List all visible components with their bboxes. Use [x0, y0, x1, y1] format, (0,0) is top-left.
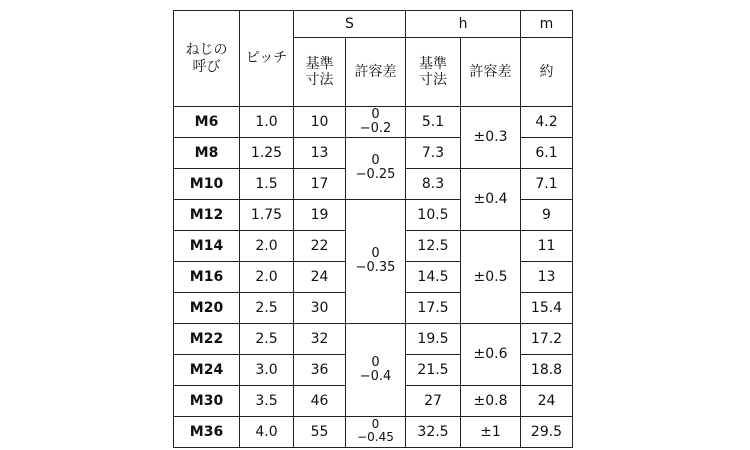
header-s: S	[294, 11, 406, 38]
s-cell: 24	[294, 262, 346, 293]
pitch-cell: 1.25	[240, 138, 294, 169]
s-cell: 13	[294, 138, 346, 169]
h-cell: 17.5	[406, 293, 461, 324]
table-row	[174, 417, 573, 448]
h-cell: 12.5	[406, 231, 461, 262]
header-h: h	[406, 11, 521, 38]
h-tolerance-cell: ±0.5	[461, 231, 521, 324]
h-cell: 7.3	[406, 138, 461, 169]
h-cell: 5.1	[406, 107, 461, 138]
thread-name-cell: M22	[174, 324, 240, 355]
m-cell: 24	[521, 386, 573, 417]
h-tolerance-cell: ±0.8	[461, 386, 521, 417]
s-cell: 22	[294, 231, 346, 262]
thread-name-cell: M30	[174, 386, 240, 417]
header-s-standard: 基準 寸法	[294, 38, 346, 107]
pitch-cell: 1.75	[240, 200, 294, 231]
h-cell: 14.5	[406, 262, 461, 293]
m-cell: 6.1	[521, 138, 573, 169]
s-tolerance-cell: 0 −0.4	[346, 324, 406, 417]
h-cell: 19.5	[406, 324, 461, 355]
header-m-approx: 約	[521, 38, 573, 107]
h-cell: 32.5	[406, 417, 461, 448]
s-tolerance-cell: 0 −0.2	[346, 107, 406, 138]
header-h-tolerance: 許容差	[461, 38, 521, 107]
s-cell: 46	[294, 386, 346, 417]
s-cell: 32	[294, 324, 346, 355]
s-cell: 19	[294, 200, 346, 231]
header-thread-name: ねじの 呼び	[174, 11, 240, 107]
s-cell: 10	[294, 107, 346, 138]
thread-name-cell: M12	[174, 200, 240, 231]
pitch-cell: 2.5	[240, 293, 294, 324]
h-cell: 27	[406, 386, 461, 417]
pitch-cell: 3.5	[240, 386, 294, 417]
m-cell: 17.2	[521, 324, 573, 355]
thread-name-cell: M16	[174, 262, 240, 293]
s-tolerance-cell: 0 −0.45	[346, 417, 406, 448]
m-cell: 29.5	[521, 417, 573, 448]
thread-name-cell: M10	[174, 169, 240, 200]
thread-name-cell: M6	[174, 107, 240, 138]
pitch-cell: 1.0	[240, 107, 294, 138]
m-cell: 11	[521, 231, 573, 262]
h-tolerance-cell: ±0.6	[461, 324, 521, 386]
h-cell: 21.5	[406, 355, 461, 386]
m-cell: 4.2	[521, 107, 573, 138]
s-cell: 55	[294, 417, 346, 448]
h-tolerance-cell: ±0.3	[461, 107, 521, 169]
header-h-standard: 基準 寸法	[406, 38, 461, 107]
pitch-cell: 2.0	[240, 262, 294, 293]
thread-name-cell: M14	[174, 231, 240, 262]
pitch-cell: 2.0	[240, 231, 294, 262]
h-tolerance-cell: ±1	[461, 417, 521, 448]
h-cell: 10.5	[406, 200, 461, 231]
s-tolerance-cell: 0 −0.35	[346, 200, 406, 324]
thread-name-cell: M20	[174, 293, 240, 324]
s-cell: 17	[294, 169, 346, 200]
h-tolerance-cell: ±0.4	[461, 169, 521, 231]
s-tolerance-cell: 0 −0.25	[346, 138, 406, 200]
pitch-cell: 4.0	[240, 417, 294, 448]
nut-dimensions-table	[173, 10, 573, 448]
header-pitch: ピッチ	[240, 11, 294, 107]
m-cell: 13	[521, 262, 573, 293]
pitch-cell: 3.0	[240, 355, 294, 386]
thread-name-cell: M24	[174, 355, 240, 386]
pitch-cell: 1.5	[240, 169, 294, 200]
m-cell: 15.4	[521, 293, 573, 324]
m-cell: 9	[521, 200, 573, 231]
thread-name-cell: M36	[174, 417, 240, 448]
header-m: m	[521, 11, 573, 38]
s-cell: 36	[294, 355, 346, 386]
m-cell: 7.1	[521, 169, 573, 200]
table-row	[174, 324, 573, 355]
h-cell: 8.3	[406, 169, 461, 200]
table-row	[174, 107, 573, 138]
m-cell: 18.8	[521, 355, 573, 386]
header-s-tolerance: 許容差	[346, 38, 406, 107]
thread-name-cell: M8	[174, 138, 240, 169]
pitch-cell: 2.5	[240, 324, 294, 355]
s-cell: 30	[294, 293, 346, 324]
